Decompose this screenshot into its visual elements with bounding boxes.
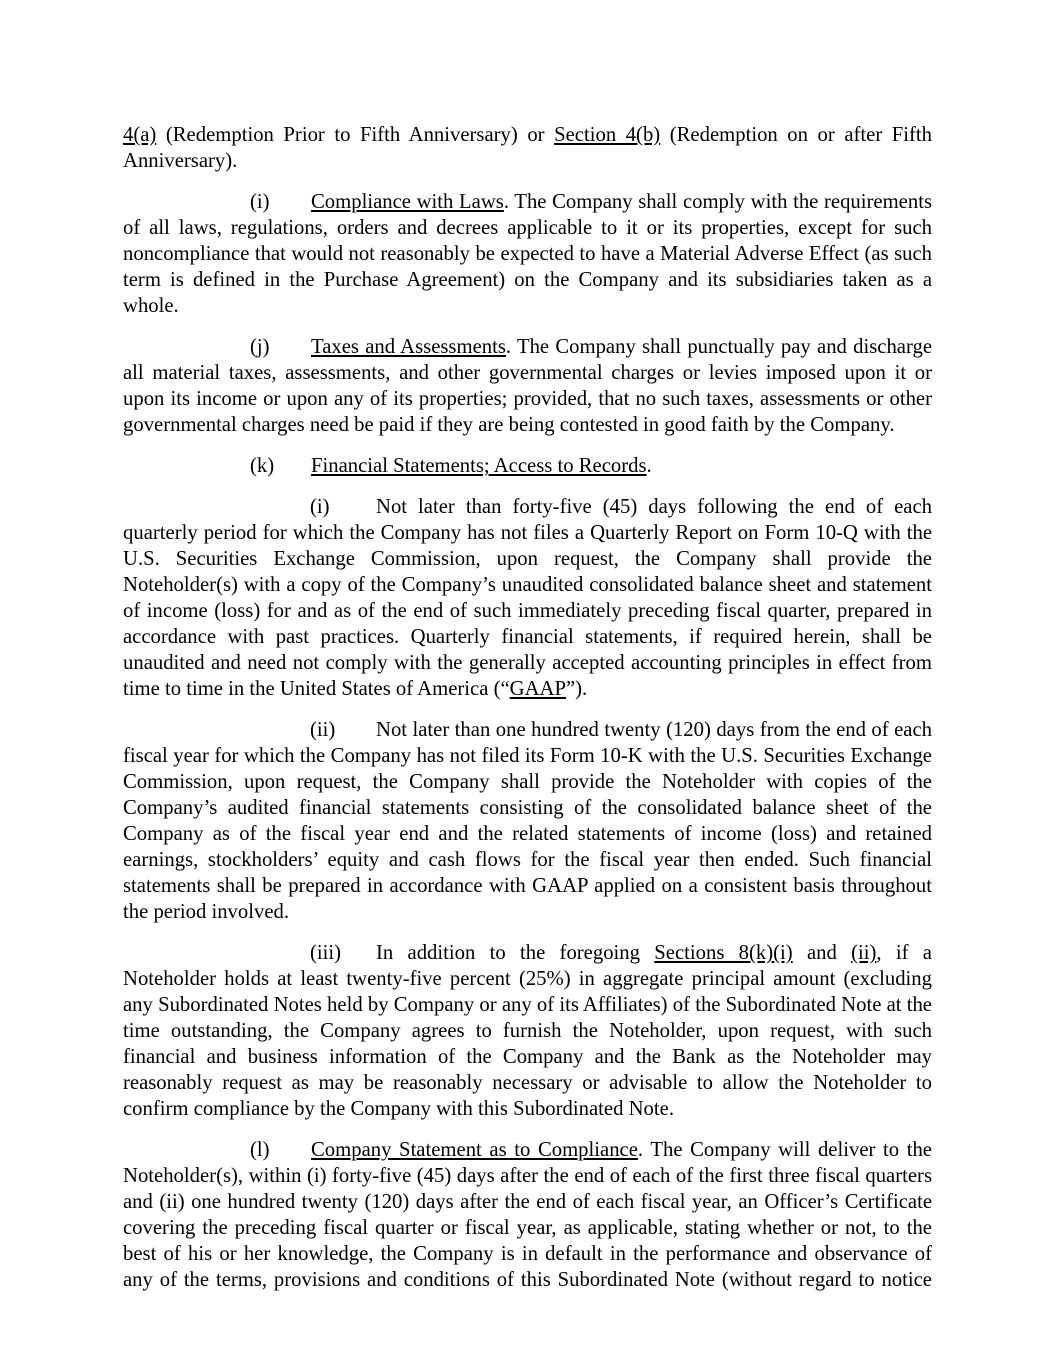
heading-taxes-and-assessments: Taxes and Assessments — [311, 336, 506, 358]
body-text: (Redemption Prior to Fifth Anniversary) or — [156, 124, 555, 146]
paragraph-k-i-quarterly-statements — [123, 494, 932, 702]
list-marker-j: (j) — [250, 336, 270, 358]
paragraph-k-iii-additional-information — [123, 940, 932, 1122]
body-text: and — [792, 942, 852, 964]
list-marker-k-ii: (ii) — [310, 719, 336, 741]
list-marker-l: (l) — [250, 1139, 270, 1161]
body-text: . The Company shall comply with the requirements of all laws, regulations, orders and decrees applicable to it or its properties, except for such noncompliance that would not reasonably be expected to have a Material Adverse Effect (as such term is defined in the Purchase Agreement) on the Company and its subsidiaries taken as a whole. — [123, 191, 932, 317]
section-ref-ii: (ii) — [851, 942, 877, 964]
body-text: ”). — [565, 678, 588, 700]
heading-compliance-with-laws: Compliance with Laws — [311, 191, 504, 213]
body-text: . — [646, 455, 652, 477]
heading-financial-statements: Financial Statements; Access to Records — [311, 455, 647, 477]
paragraph-k-ii-annual-statements — [123, 717, 932, 925]
paragraph-redemption-continuation — [123, 122, 932, 174]
paragraph-compliance-with-laws — [123, 189, 932, 319]
paragraph-taxes-and-assessments — [123, 334, 932, 438]
body-text: Not later than forty-five (45) days following the end of each quarterly period for which the Company has not files a Quarterly Report on Form 10-Q with the U.S. Securities Exchange Commission, upon request, the Company shall provide the Noteholder(s) with a copy of the Company’s unaudited consolidated balance sheet and statement of income (loss) for and as of the end of such immediately preceding fiscal quarter, prepared in accordance with past practices. Quarterly financial statements, if required herein, shall be unaudited and need not comply with the generally accepted accounting principles in effect from time to time in the United States of America (“ — [123, 496, 932, 700]
section-ref-8ki: Sections 8(k)(i) — [654, 942, 793, 964]
body-text: Not later than one hundred twenty (120) days from the end of each fiscal year for which the Company has not filed its Form 10-K with the U.S. Securities Exchange Commission, upon request, the Company shall provide the Noteholder with copies of the Company’s audited financial statements consisting of the consolidated balance sheet of the Company as of the fiscal year end and the related statements of income (loss) and retained earnings, stockholders’ equity and cash flows for the fiscal year then ended. Such financial statements shall be prepared in accordance with GAAP applied on a consistent basis throughout the period involved. — [123, 719, 932, 923]
list-marker-k: (k) — [250, 455, 275, 477]
body-text: In addition to the foregoing — [376, 942, 655, 964]
list-marker-k-iii: (iii) — [310, 942, 342, 964]
body-text: . The Company will deliver to the Noteholder(s), within (i) forty-five (45) days after the end of each of the first three fiscal quarters and (ii) one hundred twenty (120) days after the end of each fiscal year, an Officer’s Certificate covering the preceding fiscal quarter or fiscal year, as applicable, stating whether or not, to the best of his or her knowledge, the Company is in default in the performance and observance of any of the terms, provisions and conditions of this Subordinated Note (without regard to notice — [123, 1139, 932, 1291]
section-ref-4b: Section 4(b) — [554, 124, 661, 146]
paragraph-company-statement-compliance — [123, 1137, 932, 1293]
body-text: . The Company shall punctually pay and discharge all material taxes, assessments, and other governmental charges or levies imposed upon it or upon its income or upon any of its properties; provided, that no such taxes, assessments or other governmental charges need be paid if they are being contested in good faith by the Company. — [123, 336, 933, 436]
list-marker-i: (i) — [250, 191, 270, 213]
section-ref-4a: 4(a) — [123, 124, 157, 146]
defined-term-gaap: GAAP — [509, 678, 566, 700]
body-text: (Redemption on or after Fifth Anniversary). — [123, 124, 932, 172]
heading-company-statement-compliance: Company Statement as to Compliance — [311, 1139, 638, 1161]
body-text: , if a Noteholder holds at least twenty-five percent (25%) in aggregate principal amount (excluding any Subordinated Notes held by Company or any of its Affiliates) of the Subordinated Note at the time outstanding, the Company agrees to furnish the Noteholder, upon request, with such financial and business information of the Company and the Bank as the Noteholder may reasonably request as may be reasonably necessary or advisable to allow the Noteholder to confirm compliance by the Company with this Subordinated Note. — [123, 942, 932, 1120]
list-marker-k-i: (i) — [310, 496, 330, 518]
paragraph-financial-statements-heading — [123, 453, 932, 479]
